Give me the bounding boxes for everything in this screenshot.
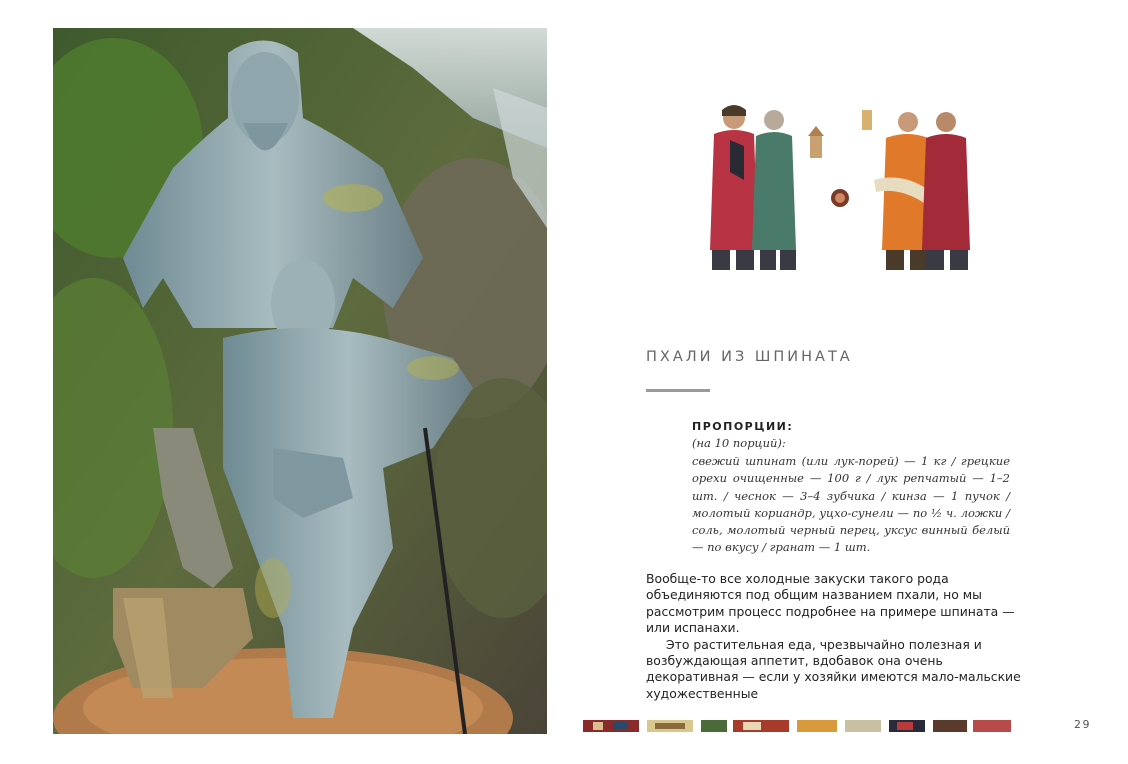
ingredients-list: свежий шпинат (или лук-порей) — 1 кг / грецкие орехи очищенные — 100 г / лук репчатый — 1–2 шт. / чеснок — 3–4 зубчика / кинза — 1 пучок / молотый кориандр, уцхо-сунели — по ½ ч. ложки / соль, молотый черный перец, уксус винный белый — по вкусу / гранат — 1 шт.: [692, 454, 1010, 555]
body-paragraph-1: Вообще-то все холодные закуски такого рода объединяются под общим названием пхали, но мы рассмотрим процесс подробнее на примере шпината — или испанахи.: [646, 571, 1015, 636]
title-divider: [646, 389, 710, 392]
sculpture-photo: [53, 28, 547, 734]
recipe-title: ПХАЛИ ИЗ ШПИНАТА: [646, 349, 853, 365]
body-text: [646, 571, 1024, 702]
servings-note: (на 10 порций):: [692, 436, 786, 450]
body-paragraph-2: Это растительная еда, чрезвычайно полезная и возбуждающая аппетит, вдобавок она очень декоративная — если у хозяйки имеются мало-мальские художественные: [646, 636, 1021, 701]
medieval-figures-illustration: [700, 100, 980, 280]
proportions-heading: ПРОПОРЦИИ:: [692, 420, 794, 433]
ornament-strip: [583, 716, 1013, 736]
page-number: 29: [1074, 718, 1091, 731]
